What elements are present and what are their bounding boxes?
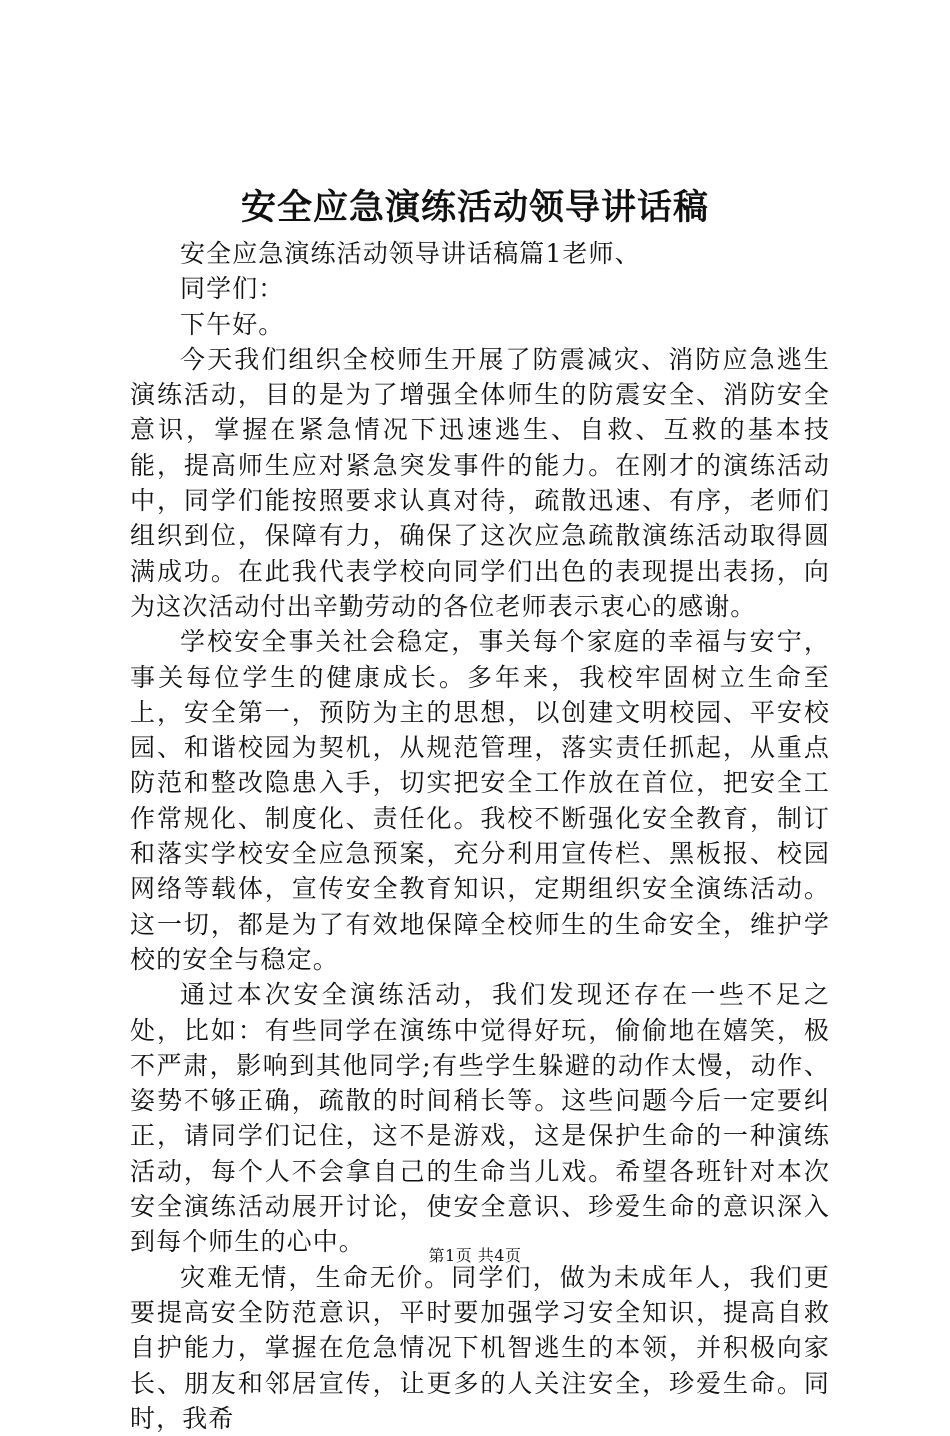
- paragraph-salutation: 同学们：: [180, 274, 285, 304]
- paragraph-drill-summary: 今天我们组织全校师生开展了防震减灾、消防应急逃生演练活动，目的是为了增强全体师生的防震安全、消防安全意识，掌握在紧急情况下迅速逃生、自救、互救的基本技能，提高师生应对紧急突发事件的能力。在刚才的演练活动中，同学们能按照要求认真对待，疏散迅速、有序，老师们组织到位，保障有力，确保了这次应急疏散演练活动取得圆满成功。在此我代表学校向同学们出色的表现提出表扬，向为这次活动付出辛勤劳动的各位老师表示衷心的感谢。: [130, 344, 830, 621]
- paragraph-shortcomings: 通过本次安全演练活动，我们发现还存在一些不足之处，比如：有些同学在演练中觉得好玩，偷偷地在嬉笑，极不严肃，影响到其他同学;有些学生躲避的动作太慢，动作、姿势不够正确，疏散的时间稍长等。这些问题今后一定要纠正，请同学们记住，这不是游戏，这是保护生命的一种演练活动，每个人不会拿自己的生命当儿戏。希望各班针对本次安全演练活动展开讨论，使安全意识、珍爱生命的意识深入到每个师生的心中。: [130, 980, 830, 1257]
- paragraph-heading-line: 安全应急演练活动领导讲话稿篇1老师、: [180, 239, 641, 268]
- document-title: 安全应急演练活动领导讲话稿: [240, 187, 709, 228]
- page-number-footer: 第1页 共4页: [428, 1246, 522, 1265]
- paragraph-school-safety: 学校安全事关社会稳定，事关每个家庭的幸福与安宁，事关每位学生的健康成长。多年来，我校牢固树立生命至上，安全第一，预防为主的思想，以创建文明校园、平安校园、和谐校园为契机，从规范管理，落实责任抓起，从重点防范和整改隐患入手，切实把安全工作放在首位，把安全工作常规化、制度化、责任化。我校不断强化安全教育，制订和落实学校安全应急预案，充分利用宣传栏、黑板报、校园网络等载体，宣传安全教育知识，定期组织安全演练活动。这一切，都是为了有效地保障全校师生的生命安全，维护学校的安全与稳定。: [130, 627, 830, 974]
- paragraph-closing: 灾难无情，生命无价。同学们，做为未成年人，我们更要提高安全防范意识，平时要加强学习安全知识，提高自救自护能力，掌握在危急情况下机智逃生的本领，并积极向家长、朋友和邻居宣传，让更多的人关注安全，珍爱生命。同时，我希: [130, 1262, 830, 1433]
- paragraph-greeting: 下午好。: [180, 309, 285, 339]
